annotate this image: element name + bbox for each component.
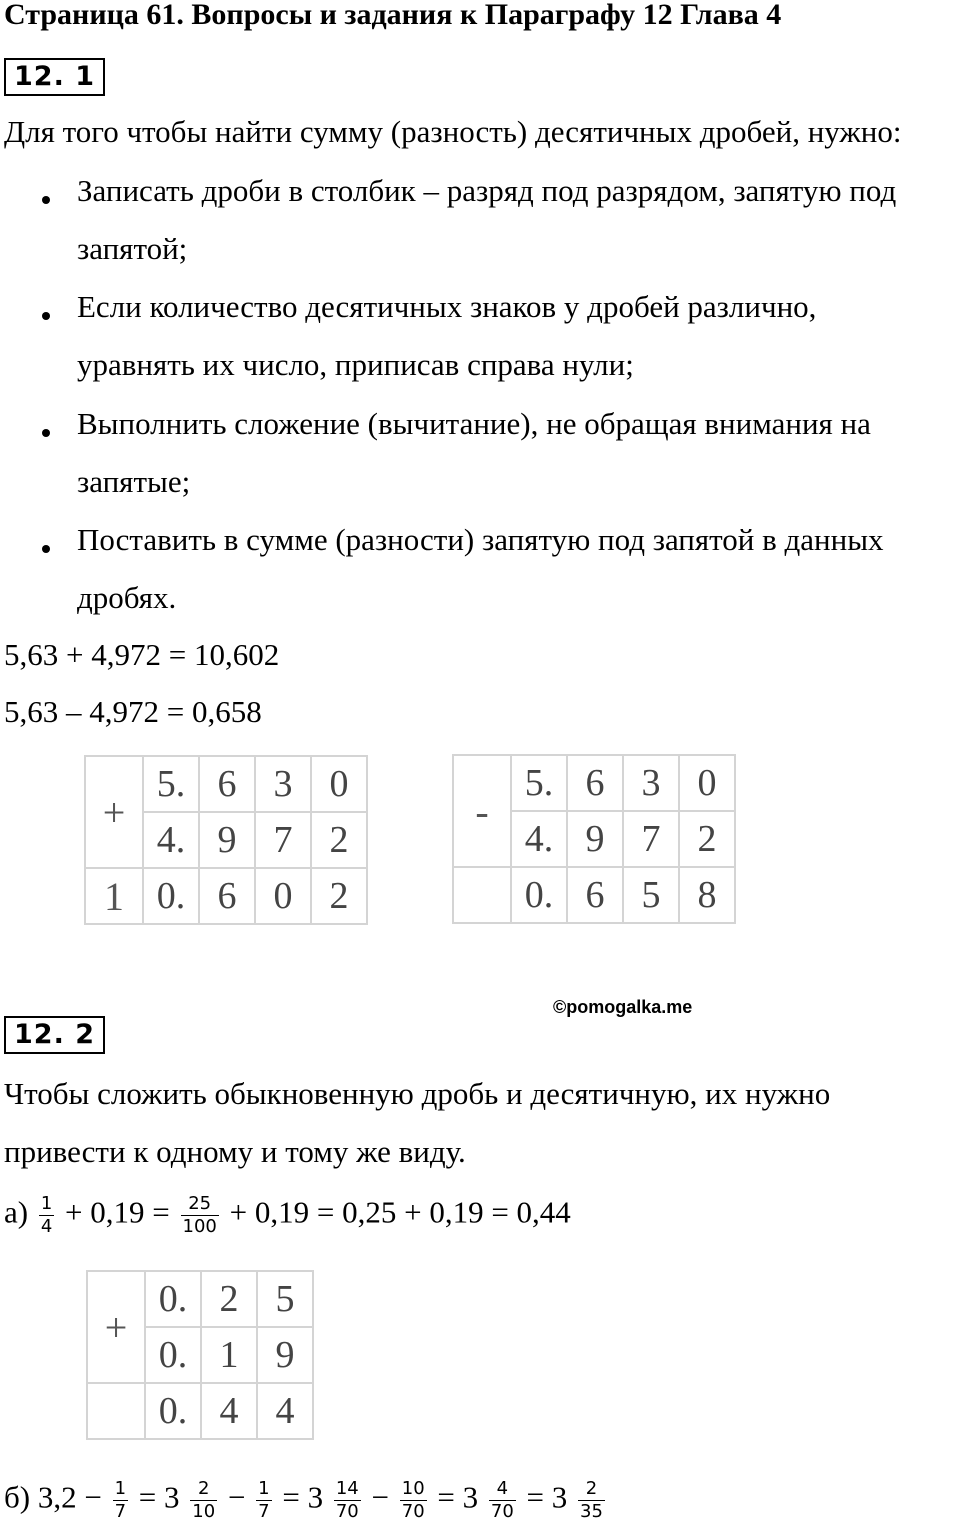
plus-sign: +	[85, 756, 143, 868]
digit-cell: 9	[567, 811, 623, 867]
task2-part-b	[4, 1478, 608, 1523]
result-cell: 0	[255, 868, 311, 924]
digit-cell: 7	[623, 811, 679, 867]
fraction: $\frac{10}{70}$	[401, 1478, 425, 1522]
result-cell: 6	[567, 867, 623, 923]
digit-cell: 6	[567, 755, 623, 811]
digit-cell: 5.	[511, 755, 567, 811]
equation-sum: 5,63 + 4,972 = 10,602	[4, 637, 280, 672]
bullet-2-line1: Если количество десятичных знаков у дробей различно,	[77, 289, 817, 324]
column-addition-table	[84, 755, 368, 925]
result-cell: 4	[257, 1383, 313, 1439]
task2-intro-line1: Чтобы сложить обыкновенную дробь и десятичную, их нужно	[4, 1076, 831, 1111]
fraction: $\frac{4}{70}$	[490, 1478, 514, 1522]
digit-cell: 1	[201, 1327, 257, 1383]
fraction: $\frac{14}{70}$	[335, 1478, 359, 1522]
bullet-dot-icon	[42, 429, 50, 437]
digit-cell: 7	[255, 812, 311, 868]
bullet-3-line2: запятые;	[77, 464, 191, 499]
result-cell: 0.	[145, 1383, 201, 1439]
task-number-12-2: 12. 2	[4, 1016, 105, 1054]
expression-text: + 0,19 =	[65, 1194, 170, 1230]
watermark: ©pomogalka.me	[553, 997, 693, 1017]
digit-cell: 9	[257, 1327, 313, 1383]
digit-cell: 0	[679, 755, 735, 811]
bullet-4-line2: дробях.	[77, 580, 177, 615]
digit-cell: 2	[201, 1271, 257, 1327]
task2-part-a	[4, 1193, 571, 1238]
expression-text: + 0,19 = 0,25 + 0,19 = 0,44	[229, 1194, 571, 1230]
bullet-3-line1: Выполнить сложение (вычитание), не обращая внимания на	[77, 406, 871, 441]
bullet-1-line1: Записать дроби в столбик – разряд под разрядом, запятую под	[77, 173, 897, 208]
part-a-label: а)	[4, 1194, 29, 1230]
result-cell: 0.	[511, 867, 567, 923]
digit-cell: 5.	[143, 756, 199, 812]
bullet-2-line2: уравнять их число, приписав справа нули;	[77, 347, 634, 382]
empty-cell	[87, 1383, 145, 1439]
plus-sign: +	[87, 1271, 145, 1383]
result-cell: 8	[679, 867, 735, 923]
digit-cell: 0.	[145, 1271, 201, 1327]
result-cell: 4	[201, 1383, 257, 1439]
digit-cell: 4.	[511, 811, 567, 867]
task1-intro: Для того чтобы найти сумму (разность) десятичных дробей, нужно:	[4, 114, 902, 149]
bullet-dot-icon	[42, 312, 50, 320]
bullet-4-line1: Поставить в сумме (разности) запятую под запятой в данных	[77, 522, 884, 557]
page-title: Страница 61. Вопросы и задания к Параграфу 12 Глава 4	[4, 0, 782, 31]
task-number-12-1: 12. 1	[4, 58, 105, 96]
digit-cell: 2	[311, 812, 367, 868]
expression-text: = 3	[437, 1479, 479, 1515]
digit-cell: 4.	[143, 812, 199, 868]
fraction: $\frac{2}{10}$	[192, 1478, 216, 1522]
equation-difference: 5,63 – 4,972 = 0,658	[4, 694, 262, 729]
part-b-label: б) 3,2 −	[4, 1479, 102, 1515]
digit-cell: 3	[623, 755, 679, 811]
column-subtraction-table	[452, 754, 736, 924]
expression-text: = 3	[138, 1479, 180, 1515]
bullet-dot-icon	[42, 196, 50, 204]
digit-cell: 9	[199, 812, 255, 868]
result-cell: 2	[311, 868, 367, 924]
fraction: $\frac{1}{7}$	[114, 1478, 127, 1522]
digit-cell: 3	[255, 756, 311, 812]
digit-cell: 2	[679, 811, 735, 867]
column-addition-table-a	[86, 1270, 314, 1440]
minus-sign: -	[453, 755, 511, 867]
result-cell: 0.	[143, 868, 199, 924]
expression-text: −	[227, 1479, 246, 1515]
fraction: $\frac{1}{4}$	[40, 1193, 53, 1237]
fraction: $\frac{1}{7}$	[258, 1478, 270, 1522]
fraction: $\frac{25}{100}$	[182, 1193, 217, 1237]
digit-cell: 5	[257, 1271, 313, 1327]
digit-cell: 6	[199, 756, 255, 812]
expression-text: −	[371, 1479, 389, 1515]
expression-text: = 3	[526, 1479, 568, 1515]
digit-cell: 0	[311, 756, 367, 812]
result-cell: 6	[199, 868, 255, 924]
task2-intro-line2: привести к одному и тому же виду.	[4, 1134, 466, 1169]
empty-cell	[453, 867, 511, 923]
bullet-dot-icon	[42, 545, 50, 553]
digit-cell: 0.	[145, 1327, 201, 1383]
result-lead-digit: 1	[85, 868, 143, 924]
bullet-1-line2: запятой;	[77, 231, 188, 266]
expression-text: = 3	[282, 1479, 324, 1515]
result-cell: 5	[623, 867, 679, 923]
fraction: $\frac{2}{35}$	[580, 1478, 603, 1522]
